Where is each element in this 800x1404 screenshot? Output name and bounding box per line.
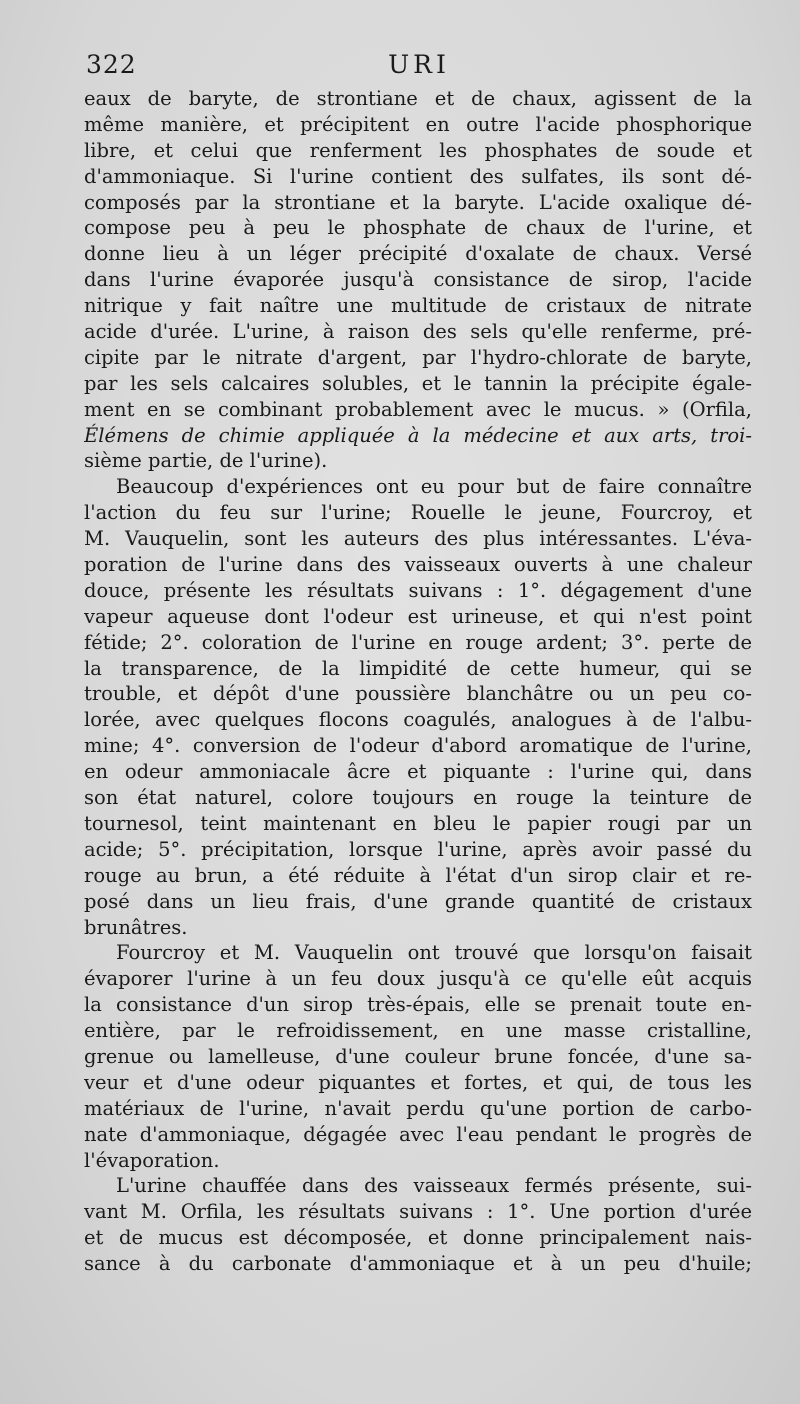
text-line: cipite par le nitrate d'argent, par l'hydro-chlorate de baryte, [84,345,752,369]
text-line: sième partie, de l'urine). [84,449,328,473]
text-line: son état naturel, colore toujours en rouge la teinture de [84,786,752,810]
text-line: donne lieu à un léger précipité d'oxalate de chaux. Versé [84,242,752,266]
text-line: ment en se combinant probablement avec le mucus. » (Orfila, [84,397,752,421]
text-line: en odeur ammoniacale âcre et piquante : l'urine qui, dans [84,760,752,784]
text-line: matériaux de l'urine, n'avait perdu qu'une portion de carbo- [84,1096,752,1120]
text-line: eaux de baryte, de strontiane et de chaux, agissent de la [84,87,752,110]
text-line: la transparence, de la limpidité de cette humeur, qui se [84,656,752,680]
text-line: lorée, avec quelques flocons coagulés, analogues à de l'albu- [84,708,752,732]
page-number: 322 [86,50,137,79]
text-line: tournesol, teint maintenant en bleu le papier rougi par un [84,811,752,835]
body-text [84,86,752,1277]
text-line-italic [84,423,752,449]
text-line: même manière, et précipitent en outre l'acide phosphorique [84,112,752,136]
running-head: URI [388,50,450,79]
text-line: veur et d'une odeur piquantes et fortes, et qui, de tous les [84,1070,752,1094]
text-line: par les sels calcaires solubles, et le tannin la précipite égale- [84,371,752,395]
page-header [86,50,752,84]
text-line: trouble, et dépôt d'une poussière blanchâtre ou un peu co- [84,682,752,706]
book-title-italic: Élémens de chimie appliquée à la médecine et aux arts, troi- [84,423,752,447]
text-line: entière, par le refroidissement, en une masse cristalline, [84,1019,752,1043]
text-line: fétide; 2°. coloration de l'urine en rouge ardent; 3°. perte de [84,630,752,654]
text-line: M. Vauquelin, sont les auteurs des plus intéressantes. L'éva- [84,527,752,551]
text-line: douce, présente les résultats suivans : 1°. dégagement d'une [84,578,752,602]
text-line: dans l'urine évaporée jusqu'à consistance de sirop, l'acide [84,268,752,292]
paragraph-start: Fourcroy et M. Vauquelin ont trouvé que lorsqu'on faisait [116,941,752,965]
text-line: compose peu à peu le phosphate de chaux de l'urine, et [84,216,752,240]
text-line: nitrique y fait naître une multitude de cristaux de nitrate [84,294,752,318]
text-line: l'évaporation. [84,1148,220,1172]
text-line: d'ammoniaque. Si l'urine contient des sulfates, ils sont dé- [84,164,752,188]
paragraph-start: Beaucoup d'expériences ont eu pour but de faire connaître [116,475,752,499]
text-line: acide d'urée. L'urine, à raison des sels qu'elle renferme, pré- [84,320,752,344]
text-line: vant M. Orfila, les résultats suivans : 1°. Une portion d'urée [84,1200,752,1224]
text-line: la consistance d'un sirop très-épais, elle se prenait toute en- [84,993,752,1017]
text-line: nate d'ammoniaque, dégagée avec l'eau pendant le progrès de [84,1122,752,1146]
text-line: acide; 5°. précipitation, lorsque l'urine, après avoir passé du [84,837,752,861]
text-line: sance à du carbonate d'ammoniaque et à un peu d'huile; [84,1252,752,1276]
text-line: poration de l'urine dans des vaisseaux ouverts à une chaleur [84,553,752,577]
text-line: composés par la strontiane et la baryte. L'acide oxalique dé- [84,190,752,214]
text-line: vapeur aqueuse dont l'odeur est urineuse, et qui n'est point [84,604,752,628]
text-line: grenue ou lamelleuse, d'une couleur brune foncée, d'une sa- [84,1044,752,1068]
text-line: rouge au brun, a été réduite à l'état d'un sirop clair et re- [84,863,752,887]
text-line: l'action du feu sur l'urine; Rouelle le jeune, Fourcroy, et [84,501,752,525]
text-line: et de mucus est décomposée, et donne principalement nais- [84,1226,752,1250]
text-line: libre, et celui que renferment les phosphates de soude et [84,138,752,162]
text-line: posé dans un lieu frais, d'une grande quantité de cristaux [84,889,752,913]
text-line: évaporer l'urine à un feu doux jusqu'à ce qu'elle eût acquis [84,967,752,991]
text-line: brunâtres. [84,915,188,939]
text-line: mine; 4°. conversion de l'odeur d'abord aromatique de l'urine, [84,734,752,758]
paragraph-start: L'urine chauffée dans des vaisseaux fermés présente, sui- [116,1174,752,1198]
